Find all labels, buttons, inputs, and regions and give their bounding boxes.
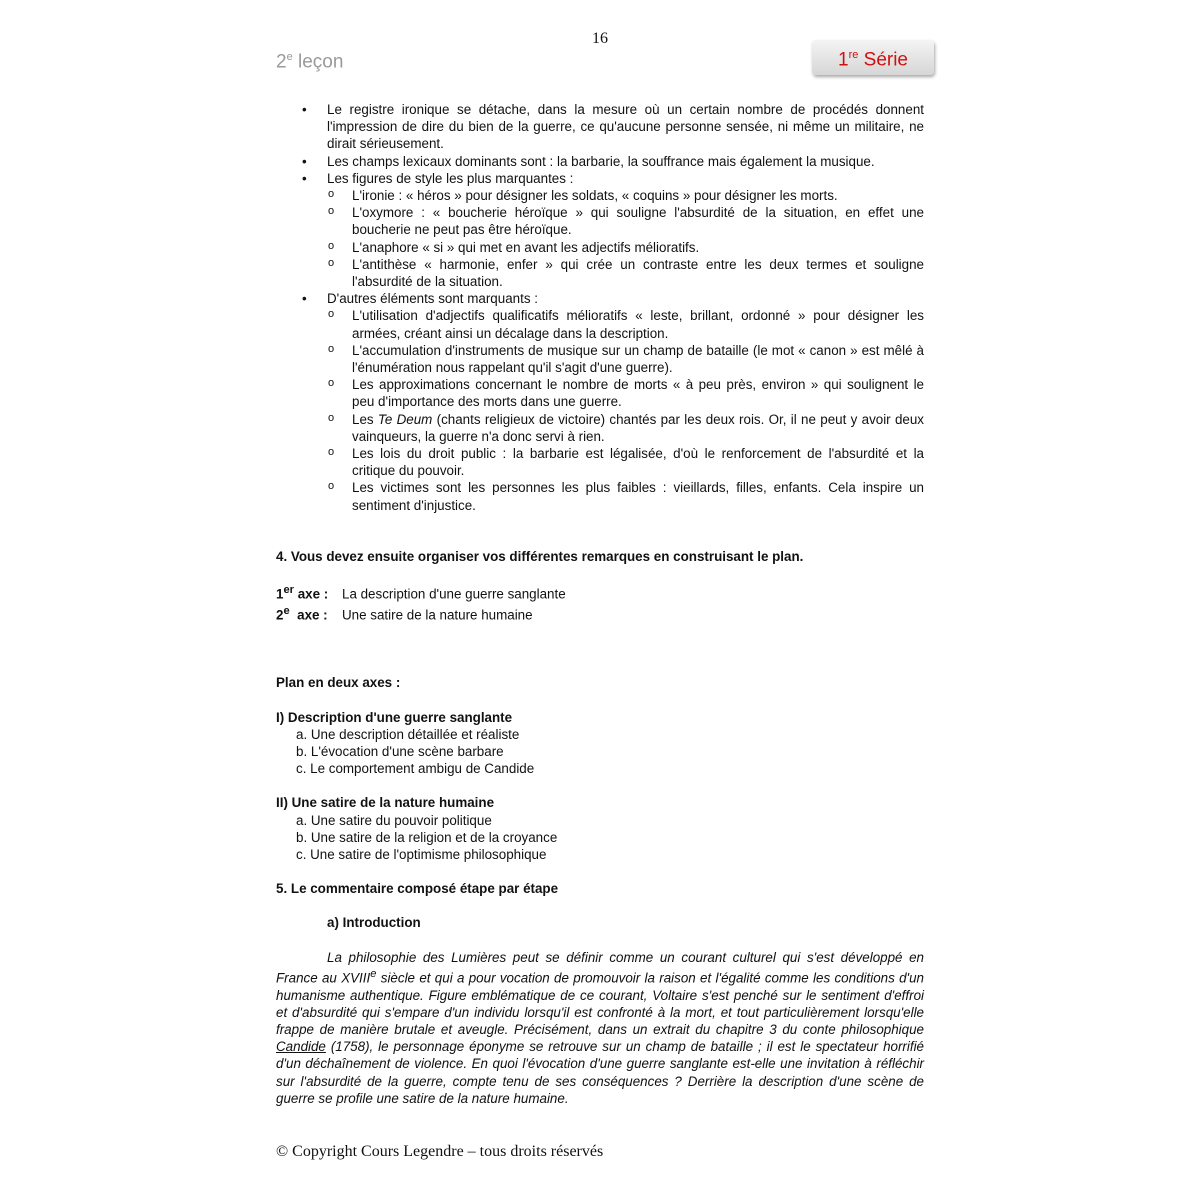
series-badge (812, 40, 934, 75)
section-4-heading: 4. Vous devez ensuite organiser vos différentes remarques en construisant le plan. (276, 548, 804, 564)
plan-item: a. Une description détaillée et réaliste (296, 726, 520, 742)
sub-item (327, 411, 924, 445)
lesson-word: leçon (297, 51, 344, 73)
sub-item: o Les approximations concernant le nombre de morts « à peu près, environ » qui soulignent le peu d'importance des morts dans une guerre. (327, 376, 924, 410)
plan-part-1-title: I) Description d'une guerre sanglante (276, 709, 513, 725)
sub-item-text: Les (352, 411, 378, 427)
axe-1-superscript: er (283, 584, 294, 597)
axe-2-word: axe : (297, 607, 328, 623)
axe-1-text: La description d'une guerre sanglante (342, 586, 566, 602)
plan-part-2-title: II) Une satire de la nature humaine (276, 795, 495, 811)
sub-item: o L'ironie : « héros » pour désigner les soldats, « coquins » pour désigner les morts. (327, 187, 924, 204)
axe-1-word: axe : (297, 586, 329, 602)
axe-2-number: 2 (276, 607, 284, 623)
plan-item: c. Une satire de l'optimisme philosophique (296, 847, 547, 863)
section-5-heading: 5. Le commentaire composé étape par étape (276, 881, 559, 897)
intro-text-part: La philosophie des Lumières peut se définir comme un courant culturel qui s'est développé en France au XVIII (276, 949, 924, 986)
plan-item: b. Une satire de la religion et de la croyance (296, 829, 558, 845)
intro-text-part: (1758), le personnage éponyme se retrouve sur un champ de bataille ; il est le spectateur horrifié d'un déchaînement de violence. En quoi l'évocation d'une guerre sanglante est-elle une invitation à réfléchir sur l'absurdité de la guerre, compte tenu de ses conséquences ? Derrière la description d'une scène de guerre se profile une satire de la nature humaine. (276, 1039, 924, 1106)
series-word: Série (863, 49, 908, 71)
bullet-item-label: D'autres éléments sont marquants : (327, 291, 538, 307)
lesson-number: 2 (276, 51, 287, 73)
axe-1-number: 1 (276, 586, 284, 602)
sub-item-text: (chants religieux de victoire) chantés par les deux rois. Or, il ne peut y avoir deux vainqueurs, la guerre n'a donc servi à rien. (352, 411, 924, 444)
axe-1-label (276, 582, 342, 603)
page-content (276, 101, 924, 1107)
bullet-item-label: Les figures de style les plus marquantes : (327, 170, 574, 186)
bullet-item (276, 170, 924, 290)
plan-item: c. Le comportement ambigu de Candide (296, 761, 535, 777)
century-superscript: e (370, 967, 377, 980)
sub-item: o L'anaphore « si » qui met en avant les adjectifs mélioratifs. (327, 239, 924, 256)
axe-2-text: Une satire de la nature humaine (342, 607, 533, 623)
elements-sublist (327, 307, 924, 513)
introduction-paragraph (276, 949, 924, 1107)
bullet-item (276, 290, 924, 514)
sub-item: o L'antithèse « harmonie, enfer » qui crée un contraste entre les deux termes et souligne l'absurdité de la situation. (327, 256, 924, 290)
bullet-item: • Les champs lexicaux dominants sont : la barbarie, la souffrance mais également la musique. (276, 153, 924, 170)
axe-2-line (276, 603, 924, 624)
analysis-bullet-list (276, 101, 924, 514)
sub-item: o Les lois du droit public : la barbarie est légalisée, d'où le renforcement de l'absurdité et la critique du pouvoir. (327, 445, 924, 479)
lesson-superscript: e (286, 51, 293, 63)
series-superscript: re (848, 49, 859, 61)
plan-item: a. Une satire du pouvoir politique (296, 812, 492, 828)
sub-item: o L'utilisation d'adjectifs qualificatifs mélioratifs « leste, brillant, ordonné » pour désigner les armées, créant ainsi un décalage dans la description. (327, 307, 924, 341)
copyright-footer: © Copyright Cours Legendre – tous droits réservés (276, 1143, 604, 1160)
axe-2-superscript: e (283, 604, 290, 617)
plan-title: Plan en deux axes : (276, 675, 401, 691)
plan-item: b. L'évocation d'une scène barbare (296, 744, 504, 760)
sub-item: o L'oxymore : « boucherie héroïque » qui souligne l'absurdité de la situation, en effet une boucherie ne peut pas être héroïque. (327, 204, 924, 238)
series-number: 1 (838, 49, 849, 71)
bullet-item: • Le registre ironique se détache, dans la mesure où un certain nombre de procédés donnent l'impression de dire du bien de la guerre, ce qu'aucune personne sensée, ni même un militaire, ne dirait sérieusement. (276, 101, 924, 153)
introduction-subheading: a) Introduction (327, 915, 421, 931)
sub-item: o Les victimes sont les personnes les plus faibles : vieillards, filles, enfants. Cela inspire un sentiment d'injustice. (327, 479, 924, 513)
axe-1-line (276, 582, 924, 603)
axe-2-label (276, 603, 342, 624)
lesson-label (276, 51, 343, 73)
intro-text-part: siècle et qui a pour vocation de promouvoir la raison et l'égalité comme les conditions d'un humanisme authentique. Figure emblématique de ce courant, Voltaire s'est penché sur le sentiment d'effroi et d'absurdité qui s'empare d'un individu lorsqu'il est confronté à la mort, et tout particulièrement lorsqu'elle frappe de manière brutale et aveugle. Précisément, dans un extrait du chapitre 3 du conte philosophique (276, 970, 924, 1037)
figures-sublist (327, 187, 924, 290)
te-deum-term: Te Deum (377, 411, 433, 427)
page-number: 16 (592, 30, 608, 47)
sub-item: o L'accumulation d'instruments de musique sur un champ de bataille (le mot « canon » est mêlé à l'énumération nous rappelant qu'il s'agit d'une guerre). (327, 342, 924, 376)
work-title: Candide (276, 1039, 326, 1055)
